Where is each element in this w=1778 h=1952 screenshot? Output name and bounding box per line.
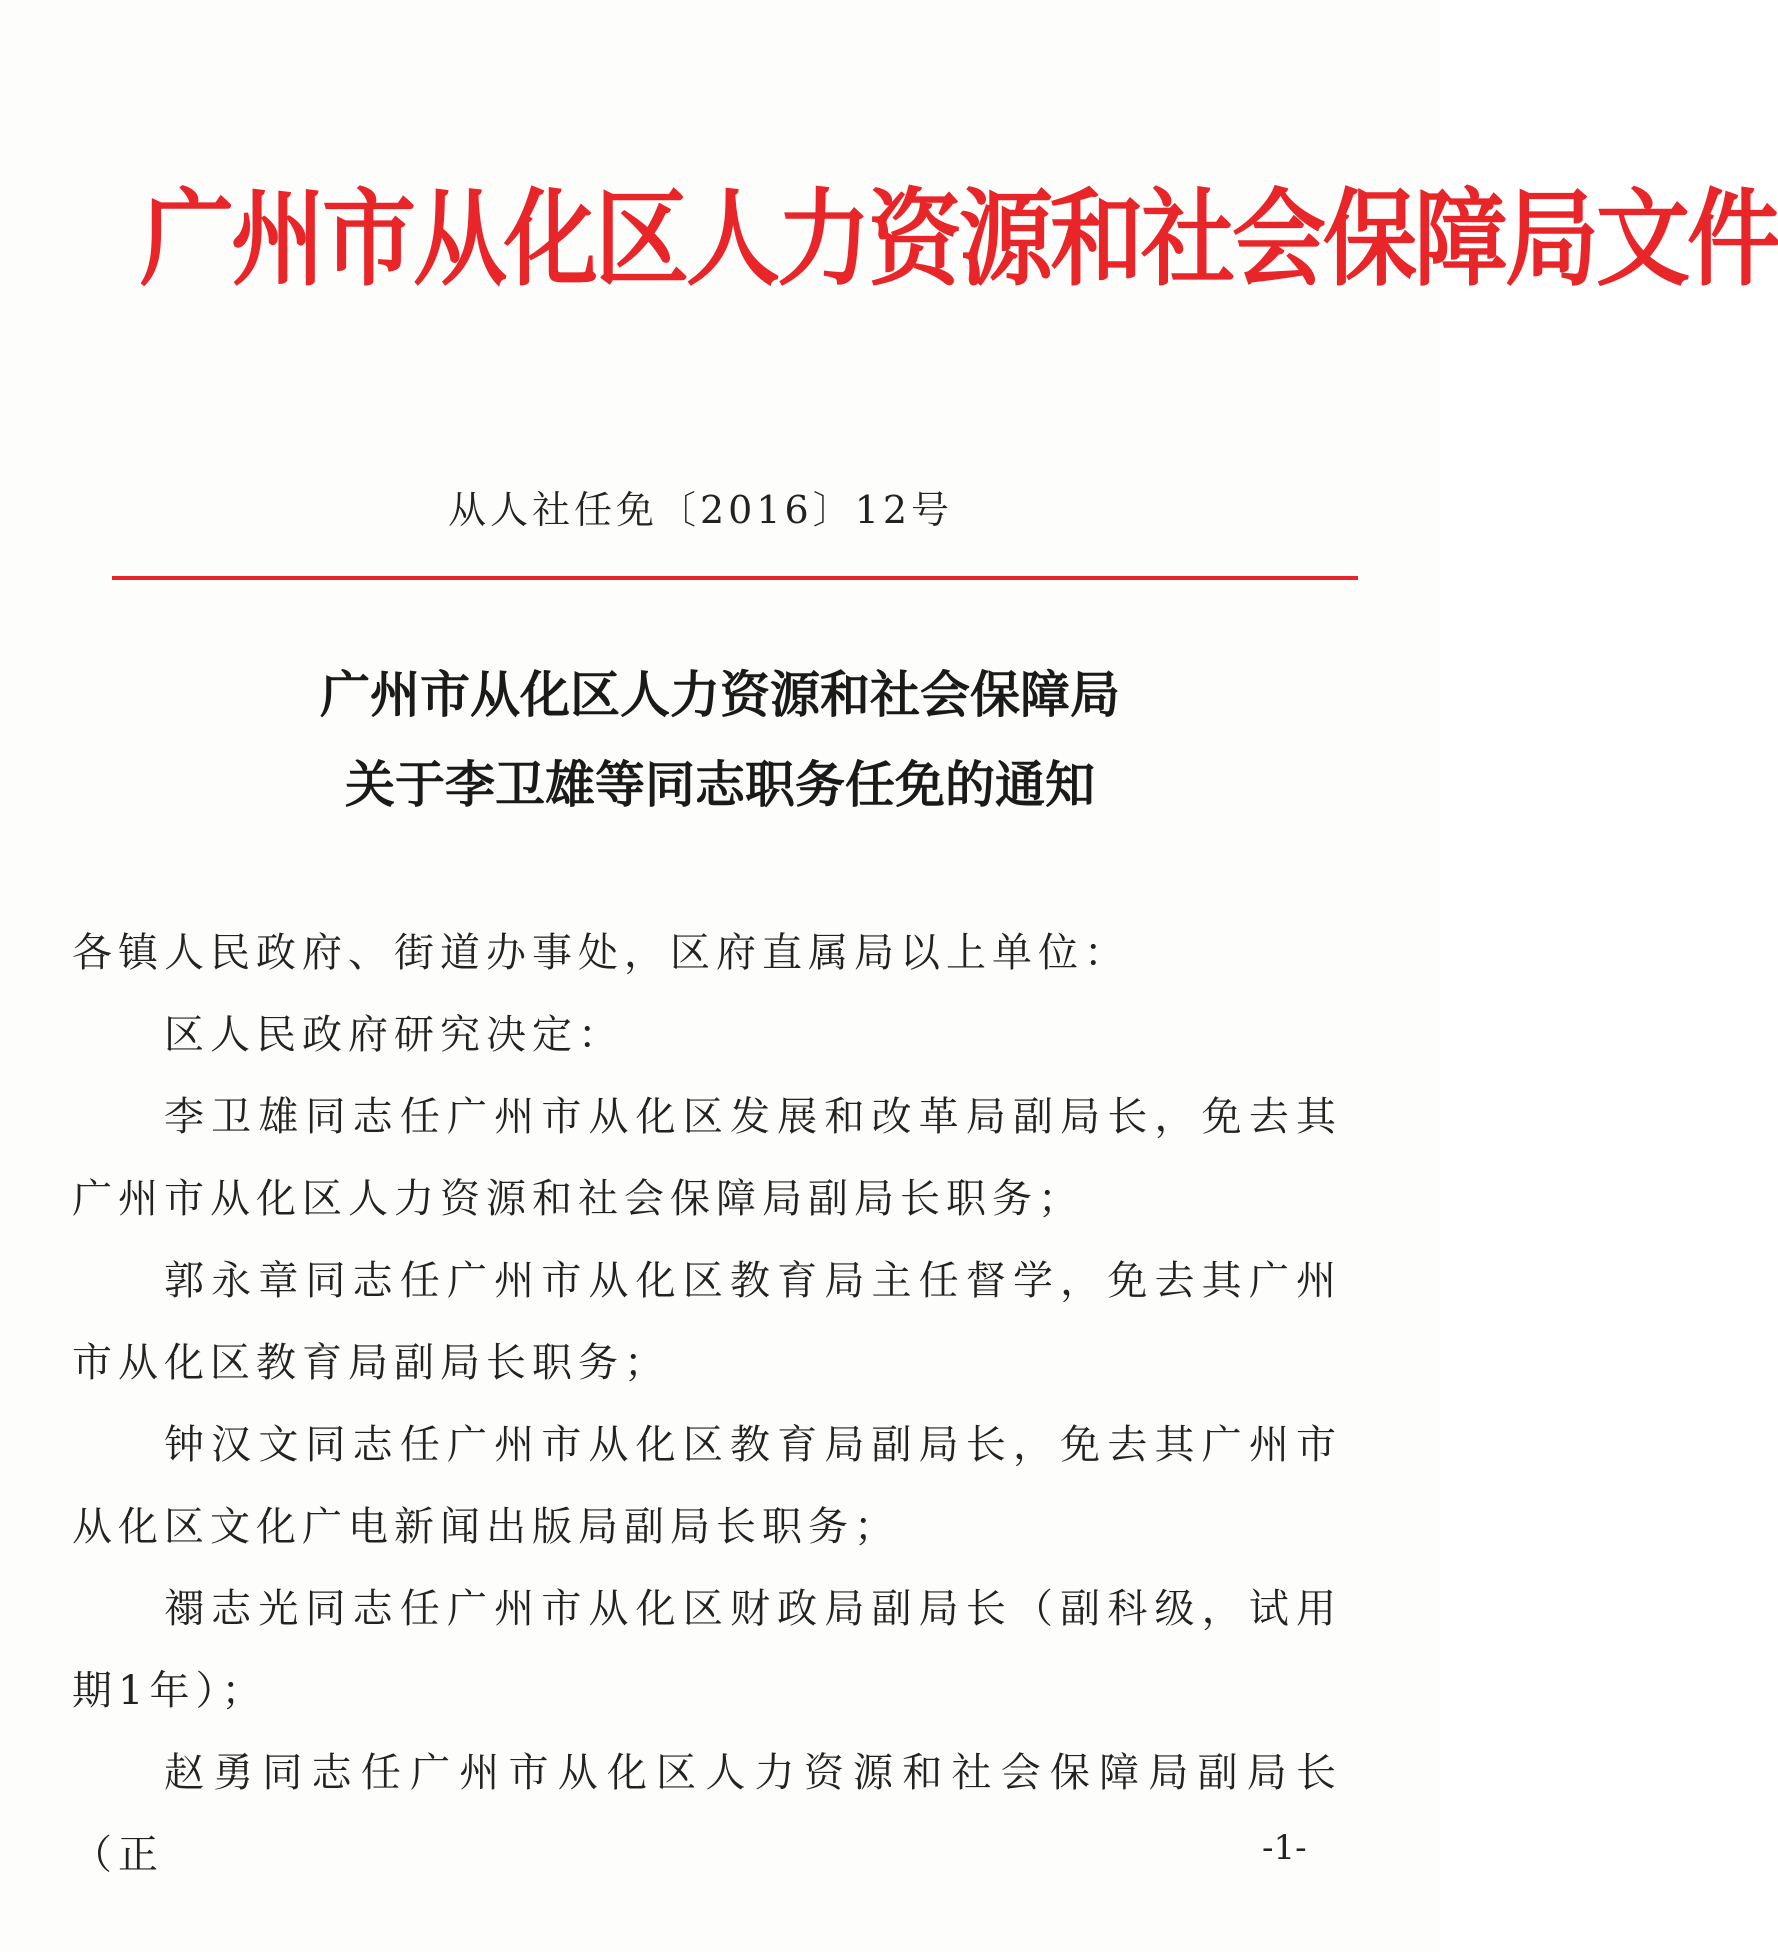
appointment-item: 钟汉文同志任广州市从化区教育局副局长，免去其广州市从化区文化广电新闻出版局副局长职务； xyxy=(72,1422,1342,1550)
notice-body xyxy=(72,912,1342,1896)
document-header-title: 广州市从化区人力资源和社会保障局文件 xyxy=(140,179,1778,302)
body-intro: 区人民政府研究决定： xyxy=(164,1012,624,1058)
page-number: -1- xyxy=(1262,1828,1307,1868)
header-divider xyxy=(112,576,1358,580)
notice-title-line-2: 关于李卫雄等同志职务任免的通知 xyxy=(345,755,1095,814)
appointment-item: 禤志光同志任广州市从化区财政局副局长（副科级，试用期1年）； xyxy=(72,1586,1342,1714)
appointment-item: 李卫雄同志任广州市从化区发展和改革局副局长，免去其广州市从化区人力资源和社会保障局副局长职务； xyxy=(72,1094,1342,1222)
notice-title xyxy=(140,650,1300,830)
appointment-item: 郭永章同志任广州市从化区教育局主任督学，免去其广州市从化区教育局副局长职务； xyxy=(72,1258,1342,1386)
addressee: 各镇人民政府、街道办事处，区府直属局以上单位： xyxy=(72,930,1130,976)
document-number: 从人社任免〔2016〕12号 xyxy=(448,488,954,532)
appointment-item: 赵勇同志任广州市从化区人力资源和社会保障局副局长（正 xyxy=(72,1750,1342,1878)
notice-title-line-1: 广州市从化区人力资源和社会保障局 xyxy=(320,665,1120,724)
